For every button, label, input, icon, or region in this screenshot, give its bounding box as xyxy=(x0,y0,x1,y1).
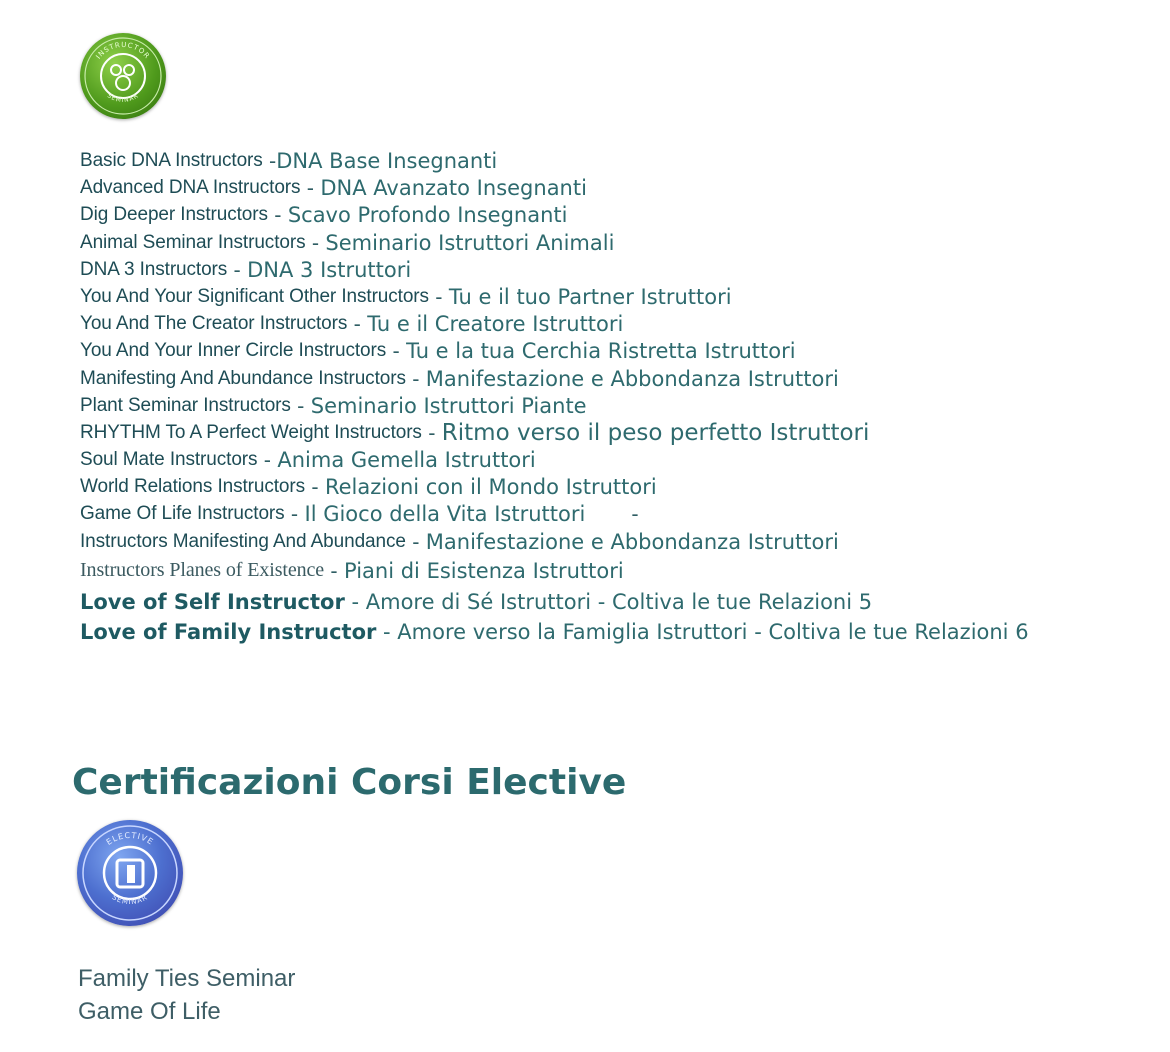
course-en-bold: Love of Self Instructor xyxy=(80,589,345,614)
course-it: Scavo Profondo Insegnanti xyxy=(287,203,568,228)
separator: - xyxy=(428,284,449,309)
course-en-bold: Love of Family Instructor xyxy=(80,619,377,644)
trailing-dash: - xyxy=(631,502,639,527)
list-item xyxy=(80,202,1165,229)
course-it: Relazioni con il Mondo Istruttori xyxy=(324,475,657,500)
list-item xyxy=(80,284,1165,311)
elective-heading: Certificazioni Corsi Elective xyxy=(72,762,627,803)
svg-text:ELECTIVE xyxy=(105,831,156,847)
course-it: Tu e il tuo Partner Istruttori xyxy=(448,284,732,309)
separator: - xyxy=(284,502,305,527)
course-en: Manifesting And Abundance Instructors xyxy=(80,367,406,389)
list-item xyxy=(80,529,1165,556)
course-it: Seminario Istruttori Piante xyxy=(310,393,587,418)
course-en: You And Your Inner Circle Instructors xyxy=(80,340,387,362)
separator: - xyxy=(262,149,277,173)
list-item: Family Ties Seminar xyxy=(78,965,296,992)
separator: - xyxy=(405,529,426,554)
instructor-course-list xyxy=(80,148,1165,647)
list-item xyxy=(80,230,1165,257)
list-item xyxy=(80,420,1165,447)
course-en: Plant Seminar Instructors xyxy=(80,394,291,416)
separator: - xyxy=(267,203,288,228)
elective-seminar-badge-icon xyxy=(77,820,183,926)
course-en: Basic DNA Instructors xyxy=(80,150,263,171)
course-en: Instructors Manifesting And Abundance xyxy=(80,530,406,552)
course-en: Advanced DNA Instructors xyxy=(80,177,301,199)
svg-text:SEMINAR xyxy=(106,92,140,104)
course-it: Manifestazione e Abbondanza Istruttori xyxy=(425,529,839,554)
course-en: Game Of Life Instructors xyxy=(80,503,285,525)
elective-course-list xyxy=(78,962,295,1028)
separator: - xyxy=(290,393,311,418)
list-item xyxy=(80,175,1165,202)
course-it: Seminario Istruttori Animali xyxy=(325,230,615,255)
course-it: Tu e il Creatore Istruttori xyxy=(367,312,624,337)
svg-text:SEMINAR xyxy=(111,893,150,906)
course-en: World Relations Instructors xyxy=(80,476,306,498)
course-it: DNA Base Insegnanti xyxy=(276,149,498,173)
course-it: Manifestazione e Abbondanza Istruttori xyxy=(425,366,839,391)
course-it: DNA Avanzato Insegnanti xyxy=(320,176,587,201)
course-it: - Amore verso la Famiglia Istruttori - Coltiva le tue Relazioni 6 xyxy=(376,619,1029,644)
course-it: Anima Gemella Istruttori xyxy=(277,448,536,473)
separator: - xyxy=(405,366,426,391)
course-en: Dig Deeper Instructors xyxy=(80,204,268,226)
separator: - xyxy=(305,230,326,255)
list-item xyxy=(80,393,1165,420)
list-item xyxy=(80,556,1165,587)
course-it: - Amore di Sé Istruttori - Coltiva le tue Relazioni 5 xyxy=(344,589,873,614)
list-item xyxy=(80,311,1165,338)
course-en: Soul Mate Instructors xyxy=(80,449,258,471)
list-item xyxy=(80,257,1165,284)
separator: - xyxy=(347,312,368,337)
elective-badge-ring-text: ELECTIVE xyxy=(104,830,156,847)
course-en: Animal Seminar Instructors xyxy=(80,231,306,253)
list-item xyxy=(80,617,1165,647)
separator: - xyxy=(257,448,278,473)
separator: - xyxy=(300,176,321,201)
separator: - xyxy=(386,339,407,364)
instructor-badge-bottom-text: SEMINAR xyxy=(105,92,141,104)
separator: - xyxy=(227,257,248,282)
separator: - xyxy=(305,475,325,500)
course-en: DNA 3 Instructors xyxy=(80,258,228,280)
list-item xyxy=(80,474,1165,501)
course-en: You And Your Significant Other Instructors xyxy=(80,285,429,307)
instructor-seminar-badge-icon xyxy=(80,33,166,119)
list-item xyxy=(80,148,1165,175)
separator: - xyxy=(324,558,344,583)
course-en: Instructors Planes of Existence xyxy=(80,558,325,581)
course-en: You And The Creator Instructors xyxy=(80,313,348,335)
course-it: DNA 3 Istruttori xyxy=(247,257,412,282)
list-item: Game Of Life xyxy=(78,998,221,1025)
separator: - xyxy=(421,420,442,445)
list-item xyxy=(80,587,1165,617)
course-it: Tu e la tua Cerchia Ristretta Istruttori xyxy=(406,339,796,364)
course-it: Ritmo verso il peso perfetto Istruttori xyxy=(441,419,870,446)
course-en: RHYTHM To A Perfect Weight Instructors xyxy=(80,421,422,443)
instructor-badge-ring-text: INSTRUCTOR xyxy=(94,40,152,61)
list-item xyxy=(80,366,1165,393)
list-item xyxy=(80,501,1165,528)
course-it: Piani di Esistenza Istruttori xyxy=(344,558,624,583)
elective-badge-bottom-text: SEMINAR xyxy=(110,893,150,907)
list-item xyxy=(80,447,1165,474)
course-it: Il Gioco della Vita Istruttori xyxy=(304,502,586,527)
list-item xyxy=(80,338,1165,365)
